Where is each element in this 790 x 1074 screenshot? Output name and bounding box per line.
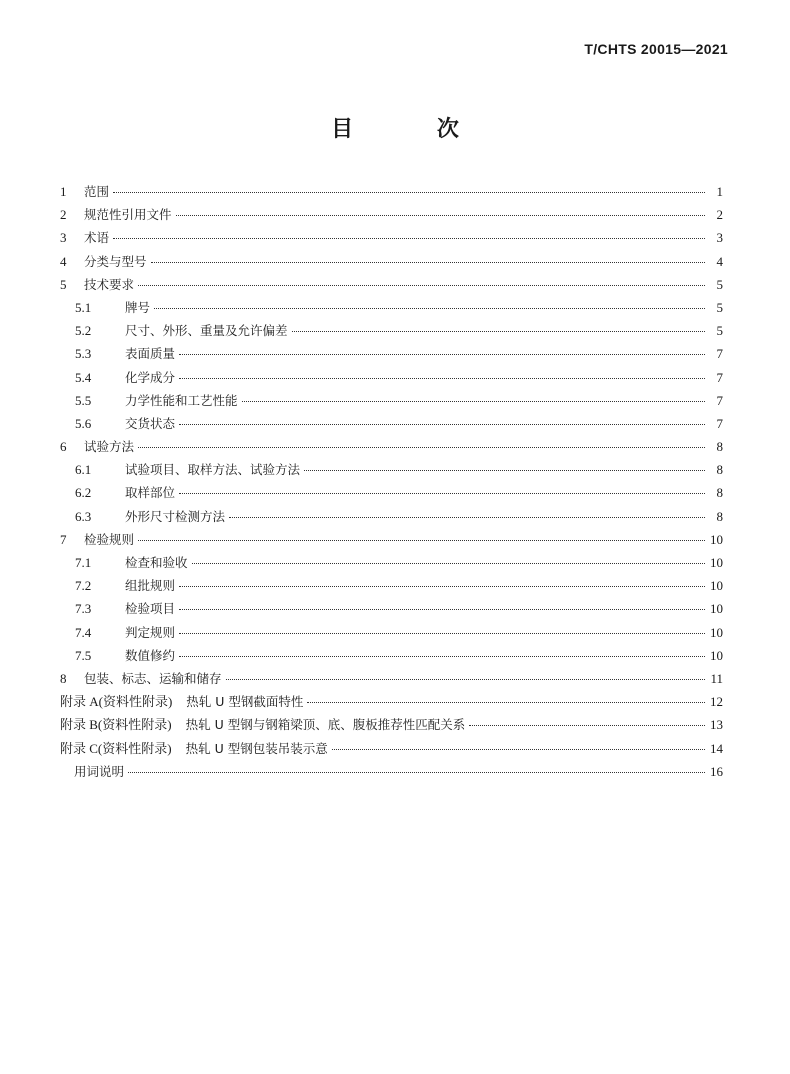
- toc-dot-leader: [179, 608, 705, 610]
- toc-dot-leader: [179, 492, 705, 494]
- toc-entry-number: 5.5: [75, 392, 92, 408]
- toc-entry-title: 化学成分: [125, 369, 176, 385]
- toc-dot-leader: [304, 469, 705, 471]
- toc-entry-title: 检验规则: [84, 531, 135, 547]
- toc-entry-page: 12: [710, 694, 723, 710]
- toc-entry-title: 热轧 U 型钢与钢箱梁顶、底、腹板推荐性匹配关系: [185, 717, 466, 733]
- toc-entry-page: 8: [716, 485, 723, 501]
- toc-entry[interactable]: [60, 435, 723, 458]
- toc-entry-page: 5: [716, 299, 723, 315]
- toc-entry[interactable]: [60, 273, 723, 296]
- toc-entry[interactable]: [60, 528, 723, 551]
- toc-entry-number: 7.5: [75, 647, 92, 663]
- toc-entry[interactable]: [60, 667, 723, 690]
- toc-entry[interactable]: [60, 296, 723, 319]
- toc-dot-leader: [113, 191, 705, 193]
- toc-entry-title: 组批规则: [125, 578, 176, 594]
- toc-entry-number: 6: [60, 439, 67, 455]
- toc-entry[interactable]: [60, 458, 723, 481]
- toc-entry-page: 16: [710, 763, 723, 779]
- toc-entry-page: 4: [716, 253, 723, 269]
- toc-dot-leader: [179, 423, 705, 425]
- toc-entry-title: 热轧 U 型钢包装吊装示意: [185, 740, 328, 756]
- toc-entry-number: 5.6: [75, 415, 92, 431]
- toc-dot-leader: [113, 237, 705, 239]
- toc-entry-page: 10: [710, 578, 723, 594]
- toc-entry[interactable]: [60, 250, 723, 273]
- toc-entry-title: 分类与型号: [84, 253, 147, 269]
- toc-entry-number: 3: [60, 230, 67, 246]
- toc-entry[interactable]: [60, 342, 723, 365]
- toc-dot-leader: [469, 724, 705, 726]
- toc-entry-number: 5.2: [75, 323, 92, 339]
- toc-entry-title: 包装、标志、运输和储存: [84, 670, 222, 686]
- toc-entry-page: 5: [716, 323, 723, 339]
- toc-dot-leader: [179, 632, 705, 634]
- toc-entry-page: 10: [710, 647, 723, 663]
- toc-entry-page: 10: [710, 555, 723, 570]
- toc-entry-page: 7: [716, 369, 723, 385]
- toc-entry-page: 14: [710, 740, 723, 756]
- toc-dot-leader: [192, 562, 705, 564]
- toc-dot-leader: [179, 353, 705, 355]
- toc-entry-number: 7.2: [75, 578, 92, 594]
- toc-dot-leader: [179, 377, 705, 379]
- toc-entry-number: 8: [60, 670, 67, 686]
- toc-entry[interactable]: [60, 505, 723, 528]
- toc-entry-title: 检查和验收: [125, 555, 188, 570]
- toc-entry-title: 力学性能和工艺性能: [125, 392, 238, 408]
- toc-entry-page: 11: [710, 670, 723, 686]
- toc-entry-number: 6.2: [75, 485, 92, 501]
- toc-entry[interactable]: [60, 621, 723, 644]
- toc-dot-leader: [179, 585, 705, 587]
- toc-entry-number: 7.3: [75, 601, 92, 617]
- toc-entry-title: 试验项目、取样方法、试验方法: [125, 462, 301, 478]
- toc-entry[interactable]: [60, 713, 723, 736]
- toc-entry-title: 检验项目: [125, 601, 176, 617]
- toc-entry-page: 10: [710, 531, 723, 547]
- toc-entry-title: 判定规则: [125, 624, 176, 640]
- toc-entry-number: 5.4: [75, 369, 92, 385]
- toc-dot-leader: [307, 701, 705, 703]
- toc-dot-leader: [151, 261, 705, 263]
- toc-entry-page: 1: [716, 184, 723, 199]
- toc-entry[interactable]: [60, 737, 723, 760]
- toc-entry-title: 试验方法: [84, 439, 135, 455]
- toc-entry-title: 热轧 U 型钢截面特性: [186, 694, 304, 710]
- toc-entry[interactable]: [60, 597, 723, 620]
- toc-entry[interactable]: [60, 226, 723, 249]
- toc-entry-title: 用词说明: [74, 763, 125, 779]
- toc-entry-number: 1: [60, 184, 67, 199]
- toc-entry-number: 6.3: [75, 508, 92, 524]
- toc-entry[interactable]: [60, 180, 723, 203]
- toc-dot-leader: [229, 516, 705, 518]
- toc-entry[interactable]: [60, 389, 723, 412]
- toc-entry-page: 5: [716, 276, 723, 292]
- toc-dot-leader: [128, 771, 705, 773]
- toc-entry-number: 附录 C(资料性附录): [60, 740, 172, 756]
- toc-entry[interactable]: [60, 366, 723, 389]
- toc-dot-leader: [179, 655, 705, 657]
- toc-dot-leader: [242, 400, 705, 402]
- toc-entry-number: 7.1: [75, 555, 92, 570]
- toc-dot-leader: [154, 307, 705, 309]
- toc-entry[interactable]: [60, 319, 723, 342]
- toc-entry-page: 10: [710, 601, 723, 617]
- toc-entry[interactable]: [60, 481, 723, 504]
- toc-entry[interactable]: [60, 690, 723, 713]
- toc-entry-page: 13: [710, 717, 723, 733]
- toc-entry-number: 4: [60, 253, 67, 269]
- toc-entry-page: 7: [716, 392, 723, 408]
- standard-code: T/CHTS 20015—2021: [584, 41, 728, 57]
- toc-entry-number: 5.3: [75, 346, 92, 362]
- page-title: 目 次: [331, 117, 497, 142]
- toc-dot-leader: [138, 284, 705, 286]
- toc-entry-page: 2: [716, 207, 723, 223]
- toc-entry-title: 数值修约: [125, 647, 176, 663]
- toc-entry[interactable]: [60, 760, 723, 783]
- toc-entry[interactable]: [60, 574, 723, 597]
- toc-entry-number: 附录 B(资料性附录): [60, 717, 172, 733]
- toc-entry-title: 牌号: [125, 299, 151, 315]
- toc-entry-page: 7: [716, 346, 723, 362]
- toc-entry-number: 7: [60, 531, 67, 547]
- toc-entry-title: 交货状态: [125, 415, 176, 431]
- toc-entry-page: 7: [716, 415, 723, 431]
- toc-entry-page: 3: [716, 230, 723, 246]
- toc-dot-leader: [138, 446, 705, 448]
- toc-entry[interactable]: [60, 644, 723, 667]
- table-of-contents: [60, 180, 723, 783]
- toc-dot-leader: [292, 330, 705, 332]
- toc-entry-title: 表面质量: [125, 346, 176, 362]
- toc-dot-leader: [176, 214, 705, 216]
- toc-entry-number: 6.1: [75, 462, 92, 478]
- toc-entry-title: 术语: [84, 230, 110, 246]
- toc-dot-leader: [332, 748, 705, 750]
- toc-entry-number: 5.1: [75, 299, 92, 315]
- toc-entry-number: 7.4: [75, 624, 92, 640]
- toc-dot-leader: [138, 539, 705, 541]
- toc-entry-title: 外形尺寸检测方法: [125, 508, 226, 524]
- toc-entry[interactable]: [60, 203, 723, 226]
- toc-entry-title: 技术要求: [84, 276, 135, 292]
- toc-entry-number: 5: [60, 276, 67, 292]
- toc-entry-page: 8: [716, 439, 723, 455]
- toc-entry-page: 8: [716, 508, 723, 524]
- toc-entry-title: 尺寸、外形、重量及允许偏差: [125, 323, 288, 339]
- toc-entry-title: 规范性引用文件: [84, 207, 172, 223]
- toc-entry-page: 8: [716, 462, 723, 478]
- toc-entry-page: 10: [710, 624, 723, 640]
- toc-entry-number: 2: [60, 207, 67, 223]
- toc-entry-number: 附录 A(资料性附录): [60, 694, 173, 710]
- toc-entry-title: 范围: [84, 184, 110, 199]
- toc-entry[interactable]: [60, 412, 723, 435]
- toc-dot-leader: [226, 678, 705, 680]
- toc-entry[interactable]: [60, 551, 723, 574]
- toc-entry-title: 取样部位: [125, 485, 176, 501]
